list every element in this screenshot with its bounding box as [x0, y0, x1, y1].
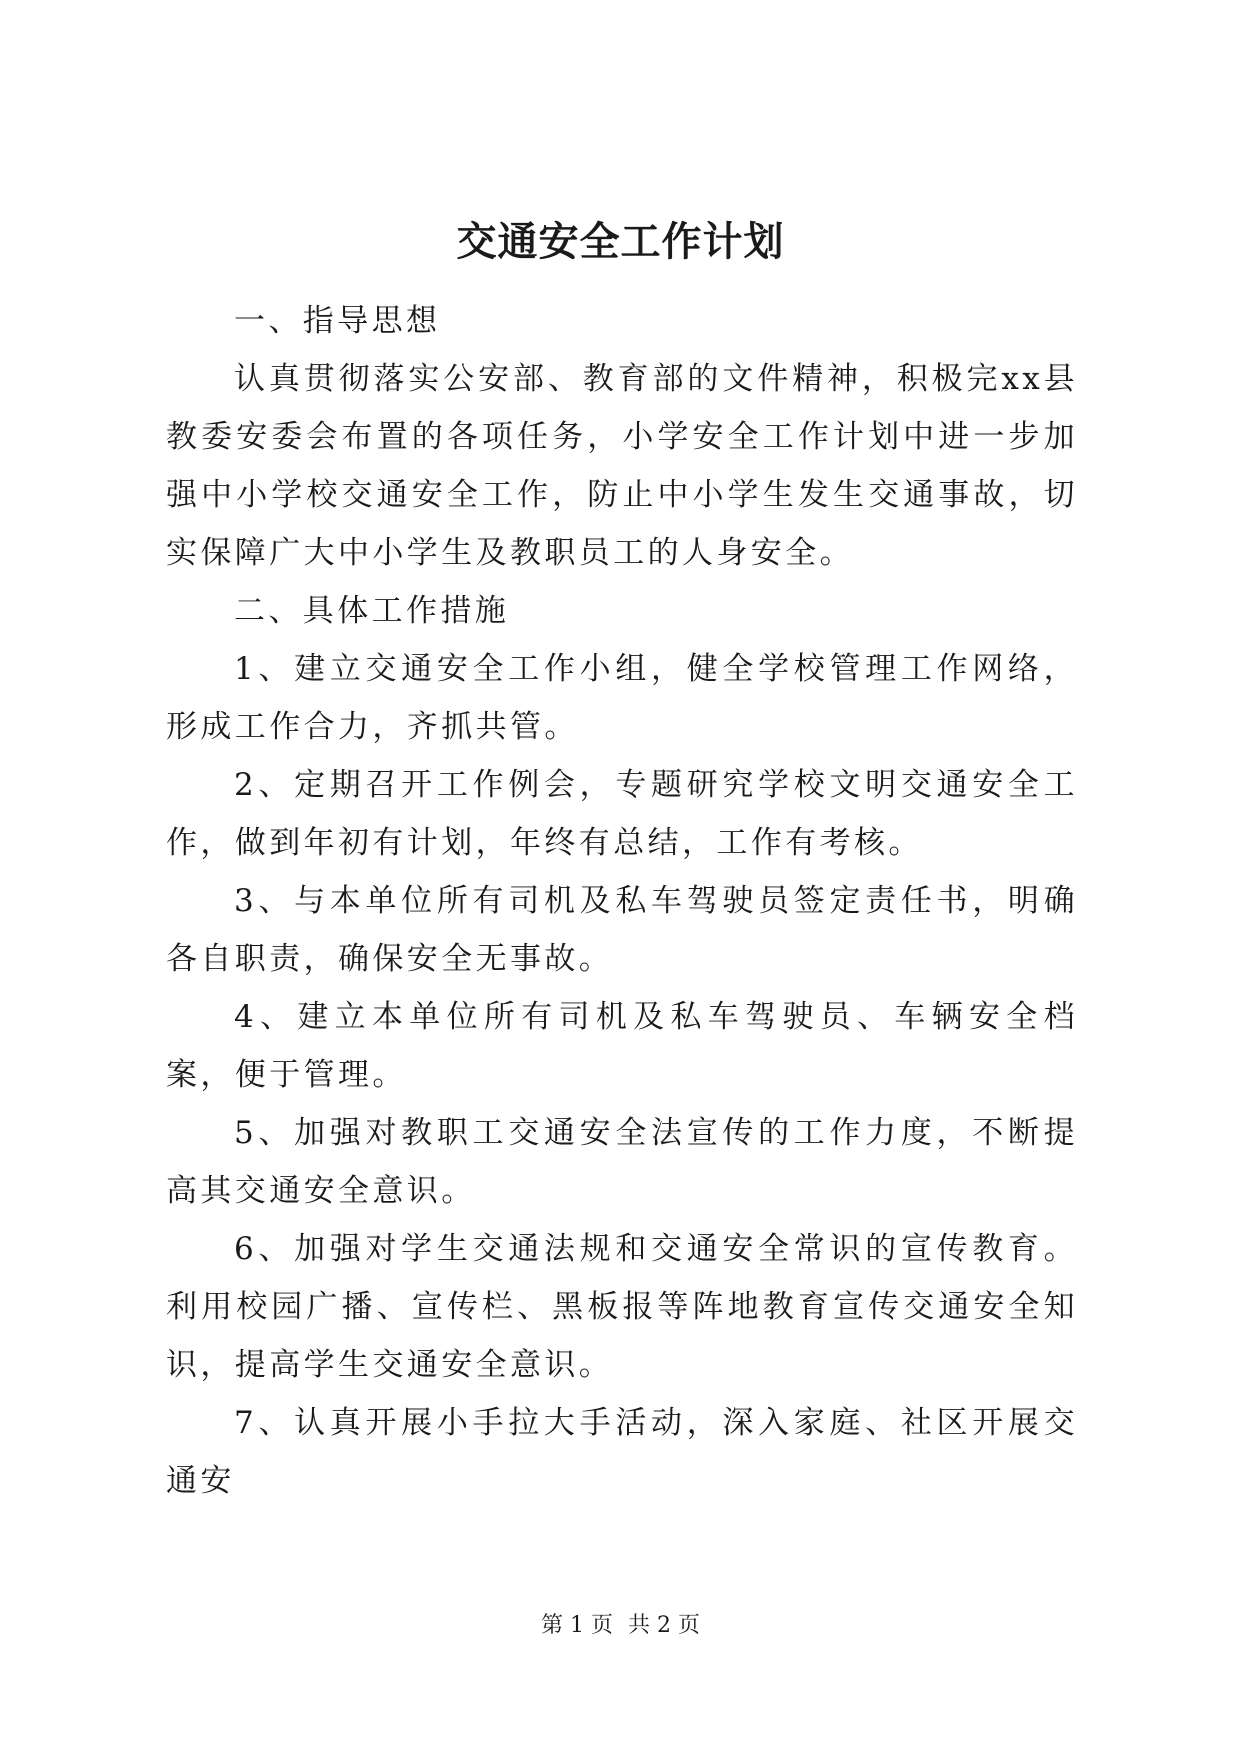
measure-item-4: 4、建立本单位所有司机及私车驾驶员、车辆安全档案，便于管理。 — [166, 999, 1078, 1093]
section-heading-measures: 二、具体工作措施 — [234, 593, 510, 629]
measure-item-1: 1、建立交通安全工作小组，健全学校管理工作网络，形成工作合力，齐抓共管。 — [166, 651, 1078, 745]
measure-item-3: 3、与本单位所有司机及私车驾驶员签定责任书，明确各自职责，确保安全无事故。 — [166, 883, 1078, 977]
measure-item-6: 6、加强对学生交通法规和交通安全常识的宣传教育。利用校园广播、宣传栏、黑板报等阵地教育宣传交通安全知识，提高学生交通安全意识。 — [166, 1231, 1078, 1383]
page-number: 第 1 页 — [541, 1613, 613, 1638]
page-footer — [0, 1613, 1241, 1639]
measure-item-2: 2、定期召开工作例会，专题研究学校文明交通安全工作，做到年初有计划，年终有总结，工作有考核。 — [166, 767, 1078, 861]
measure-item-7: 7、认真开展小手拉大手活动，深入家庭、社区开展交通安 — [166, 1405, 1078, 1499]
page-total: 共 2 页 — [628, 1613, 700, 1638]
paragraph-guiding-ideology: 认真贯彻落实公安部、教育部的文件精神，积极完xx县教委安委会布置的各项任务，小学安全工作计划中进一步加强中小学校交通安全工作，防止中小学生发生交通事故，切实保障广大中小学生及教职员工的人身安全。 — [166, 361, 1078, 571]
section-heading-guiding-ideology: 一、指导思想 — [234, 303, 441, 339]
document-body — [166, 292, 1078, 1510]
document-title: 交通安全工作计划 — [456, 218, 785, 265]
measure-item-5: 5、加强对教职工交通安全法宣传的工作力度，不断提高其交通安全意识。 — [166, 1115, 1078, 1209]
